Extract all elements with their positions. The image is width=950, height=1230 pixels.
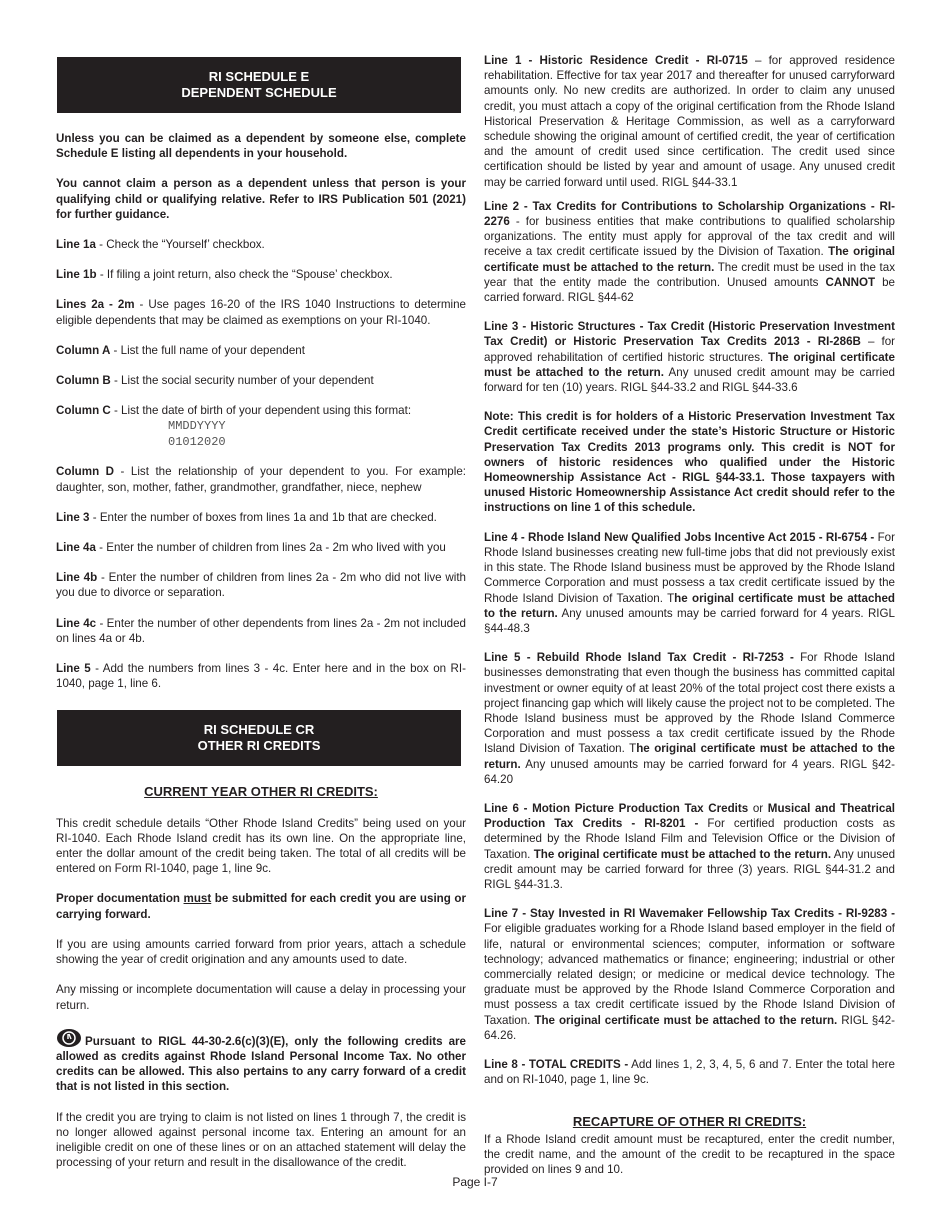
credit-line-3-label: Line 3 - Historic Structures - Tax Credit (Historic Preservation Investment Tax Credit) or Historic Preservation Tax Credits 2013 - RI-286B [484, 320, 895, 349]
item-text: - Enter the number of children from lines 2a - 2m who lived with you [95, 541, 446, 555]
item-column-d [56, 464, 466, 494]
item-text: - Enter the number of other dependents from lines 2a - 2m not included on lines 4a or 4b. [56, 616, 466, 645]
credit-line-8-label: Line 8 - TOTAL CREDITS - [484, 1057, 629, 1071]
credit-line-7-text: For eligible graduates working for a Rhode Island based employer in the field of life, natural or environmental sciences; computer, information or software technology; advanced mathematics or finance; engineering; industrial or other commercially related design; or medicine or medical device technology. The graduate must be approved by the Rhode Island Commerce Corporation and must possess a tax credit certificate issued by the Rhode Island Division of Taxation. [484, 922, 895, 1027]
item-text: - List the full name of your dependent [110, 343, 305, 357]
credit-line-2-text3: be carried forward. RIGL §44-62 [484, 275, 895, 305]
warning-icon [56, 1028, 82, 1048]
cr-p2-after: be submitted for each credit you are using or carrying forward. [56, 892, 466, 921]
page-number: Page I-7 [452, 1175, 498, 1189]
credit-line-4-text: For Rhode Island businesses creating new full-time jobs that did not previously exist in this state. The Rhode Island business must be approved by the Rhode Island Commerce Corporation and must possess a tax credit certificate issued by the Rhode Island Division of Taxation. T [484, 530, 895, 605]
item-label: Line 4c [56, 616, 97, 630]
cr-paragraph-3: If you are using amounts carried forward from prior years, attach a schedule showing the year of credit origination and any amounts used to date. [56, 937, 466, 967]
item-text: - List the relationship of your dependent to you. For example: daughter, son, mother, father, grandmother, grandfather, niece, nephew [56, 465, 466, 494]
credit-line-2-text2: The credit must be used in the tax year that the entity made the contribution. Unused amounts [484, 260, 895, 289]
credit-line-7-bold: The original certificate must be attached to the return. [534, 1013, 838, 1027]
item-column-b [56, 373, 466, 388]
item-text: - Enter the number of children from lines 2a - 2m who did not live with you due to divorce or separation. [56, 571, 466, 600]
credit-line-1-label: Line 1 - Historic Residence Credit - RI-0715 [484, 54, 748, 67]
credit-line-5-text: For Rhode Island businesses demonstrating that even though the business has committed capital investment or owner equity of at least 20% of the total project cost there exists a project financing gap which will likely cause the project not to be completed. The Rhode Island business must be approved by the Rhode Island Commerce Corporation and must possess a tax credit certificate issued by the Rhode Island Division of Taxation. T [484, 651, 896, 756]
item-line-5 [56, 661, 466, 691]
schedule-e-intro1: Unless you can be claimed as a dependent by someone else, complete Schedule E listing all dependents in your household. [56, 132, 466, 161]
credit-line-6-or: or [748, 801, 768, 815]
item-line-4c [56, 616, 466, 646]
credit-line-2 [484, 199, 895, 305]
item-label: Column D [56, 465, 115, 479]
credit-line-6-text: For certified production costs as determined by the Rhode Island Film and Television Office or the Division of Taxation. [484, 817, 895, 861]
item-text: - If filing a joint return, also check the “Spouse’ checkbox. [96, 268, 393, 282]
item-label: Line 5 [56, 662, 91, 676]
schedule-cr-title: RI SCHEDULE CR [203, 722, 315, 738]
credit-line-7-label: Line 7 - Stay Invested in RI Wavemaker Fellowship Tax Credits - RI-9283 - [484, 907, 895, 921]
cr-paragraph-5 [56, 1028, 466, 1095]
cr-paragraph-6: If the credit you are trying to claim is not listed on lines 1 through 7, the credit is no longer allowed against personal income tax. Entering an amount for an ineligible credit on one of these lines or on an attached statement will delay the processing of your return and result in the disallowance of the credit. [56, 1110, 466, 1170]
item-text: - List the date of birth of your dependent using this format: [110, 404, 412, 418]
recapture-text: If a Rhode Island credit amount must be recaptured, enter the credit number, the credit name, and the amount of the credit to be recaptured in the space provided on lines 9 and 10. [484, 1132, 895, 1176]
credit-line-5-label: Line 5 - Rebuild Rhode Island Tax Credit - RI-7253 - [484, 651, 794, 665]
item-line-4a [56, 540, 466, 555]
schedule-e-intro2: You cannot claim a person as a dependent unless that person is your qualifying child or qualifying relative. Refer to IRS Publication 501 (2021) for further guidance. [56, 177, 466, 221]
item-text: - Use pages 16-20 of the IRS 1040 Instructions to determine eligible dependents that may be claimed as exemptions on your RI-1040. [56, 298, 466, 327]
item-column-c [56, 403, 466, 418]
credit-line-7 [484, 906, 895, 1043]
date-format: MMDDYYYY [168, 419, 226, 434]
credit-line-2-cannot: CANNOT [825, 275, 876, 289]
credit-line-5-text2: Any unused amounts may be carried forward for 4 years. RIGL §42-64.20 [484, 757, 895, 786]
item-line-3 [56, 510, 466, 525]
right-column [484, 53, 895, 1177]
schedule-cr-subtitle: OTHER RI CREDITS [197, 738, 321, 754]
credit-line-3 [484, 319, 895, 395]
item-text: - Check the “Yourself’ checkbox. [95, 238, 265, 252]
schedule-cr-banner [57, 710, 461, 766]
item-label: Lines 2a - 2m [56, 298, 135, 312]
cr-p2-must: must [183, 892, 212, 906]
item-text: - Enter the number of boxes from lines 1a and 1b that are checked. [89, 510, 437, 524]
credit-line-2-text: - for business entities that make contributions to qualified scholarship organizations. The entity must apply for approval of the tax credit and will receive a tax credit certificate issued by the Division of Taxation. [484, 215, 895, 259]
item-label: Line 1b [56, 268, 97, 282]
credit-line-3-text: – for approved rehabilitation of certified historic structures. [484, 335, 896, 364]
item-text: - Add the numbers from lines 3 - 4c. Enter here and in the box on RI-1040, page 1, line 6. [56, 662, 466, 691]
credit-line-1 [484, 53, 895, 190]
schedule-e-subtitle: DEPENDENT SCHEDULE [181, 85, 337, 100]
item-label: Column A [56, 343, 111, 357]
item-label: Column C [56, 404, 111, 418]
item-label: Line 3 [56, 510, 90, 524]
credit-line-4-bold: he original certificate must be attached to the return. [484, 591, 895, 620]
schedule-e-title: RI SCHEDULE E [208, 69, 310, 84]
credit-line-6 [484, 801, 895, 892]
cr-p2-before: Proper documentation [56, 892, 184, 906]
historic-note: Note: This credit is for holders of a Historic Preservation Investment Tax Credit certificate received under the state’s Historic Structure or Historic Preservation Tax Credits 2013 programs only. This credit is NOT for owners of historic residences who qualified under the Historic Homeownership Assistance Act - RIGL §44-33.1. Those taxpayers with unused Historic Homeownership Assistance Act credit should refer to the instructions on line 1 of this schedule. [484, 410, 895, 515]
cr-paragraph-1: This credit schedule details “Other Rhode Island Credits” being used on your RI-1040. Each Rhode Island credit has its own line. On the appropriate line, enter the dollar amount of the credit being taken. The total of all credits will be entered on Form RI-1040, page 1, line 9c. [56, 816, 466, 876]
credit-line-6-label: Line 6 - Motion Picture Production Tax Credits [484, 801, 749, 815]
credit-line-3-text2: Any unused credit amount may be carried forward for ten (10) years. RIGL §44-33.2 and RIGL §44-33.6 [484, 365, 896, 395]
cr-paragraph-4: Any missing or incomplete documentation will cause a delay in processing your return. [56, 983, 466, 1012]
credit-line-2-label: Line 2 - Tax Credits for Contributions to Scholarship Organizations - RI-2276 [484, 199, 895, 229]
credit-line-2-bold: The original certificate must be attached to the return. [484, 245, 896, 274]
credit-line-8 [484, 1057, 895, 1087]
date-example: 01012020 [168, 435, 226, 450]
credit-line-6-label2: Musical and Theatrical Production Tax Credits - RI-8201 - [484, 801, 895, 831]
item-label: Line 1a [56, 238, 96, 252]
item-label: Column B [56, 374, 111, 388]
credit-line-7-text2: RIGL §42-64.26. [484, 1013, 896, 1042]
item-column-a [56, 343, 466, 358]
schedule-e-banner [57, 57, 461, 113]
credit-line-4-text2: Any unused amounts may be carried forward for 4 years. RIGL §44-48.3 [484, 606, 895, 635]
item-text: - List the social security number of your dependent [110, 374, 374, 388]
cr-paragraph-2 [56, 891, 466, 921]
current-year-heading: CURRENT YEAR OTHER RI CREDITS: [144, 784, 378, 800]
credit-line-4-label: Line 4 - Rhode Island New Qualified Jobs Incentive Act 2015 - RI-6754 - [484, 530, 875, 544]
credit-line-6-bold: The original certificate must be attached to the return. [533, 847, 832, 861]
credit-line-5-bold: he original certificate must be attached to the return. [484, 742, 895, 771]
left-column [56, 52, 466, 1170]
cr-p5-text: Pursuant to RIGL 44-30-2.6(c)(3)(E), only the following credits are allowed as credits against Rhode Island Personal Income Tax. No other credits can be allowed. This also pertains to any carry forward of a credit that is not listed in this section. [56, 1034, 466, 1094]
item-lines-2a-2m [56, 297, 466, 327]
credit-line-6-text2: Any unused credit amount may be carried forward for three (3) years. RIGL §44-31.2 and RIGL §44-31.3. [484, 847, 896, 891]
credit-line-4 [484, 530, 895, 636]
item-line-1a [56, 237, 466, 252]
recapture-heading: RECAPTURE OF OTHER RI CREDITS: [572, 1114, 807, 1130]
credit-line-8-text: Add lines 1, 2, 3, 4, 5, 6 and 7. Enter the total here and on RI-1040, page 1, line 9c. [484, 1057, 895, 1087]
credit-line-3-bold: The original certificate must be attached to the return. [484, 350, 895, 379]
credit-line-5 [484, 650, 895, 787]
item-label: Line 4b [56, 571, 98, 585]
item-line-4b [56, 570, 466, 600]
credit-line-1-text: – for approved residence rehabilitation. Effective for tax year 2017 and thereafter for unused carryforward amounts only. No new credits are authorized. In order to claim any unused credit, you must attach a copy of the original certification from the Rhode Island Historical Preservation & Heritage Commission, as well as a carryforward schedule showing the original amount of certified credit, the year of certification and the amount of credit used since certification. The credit used since certification should be listed by year and amount of usage. Any unused credit may be carried forward until used. RIGL §44-33.1 [484, 54, 895, 189]
item-label: Line 4a [56, 541, 96, 555]
item-line-1b [56, 267, 466, 282]
